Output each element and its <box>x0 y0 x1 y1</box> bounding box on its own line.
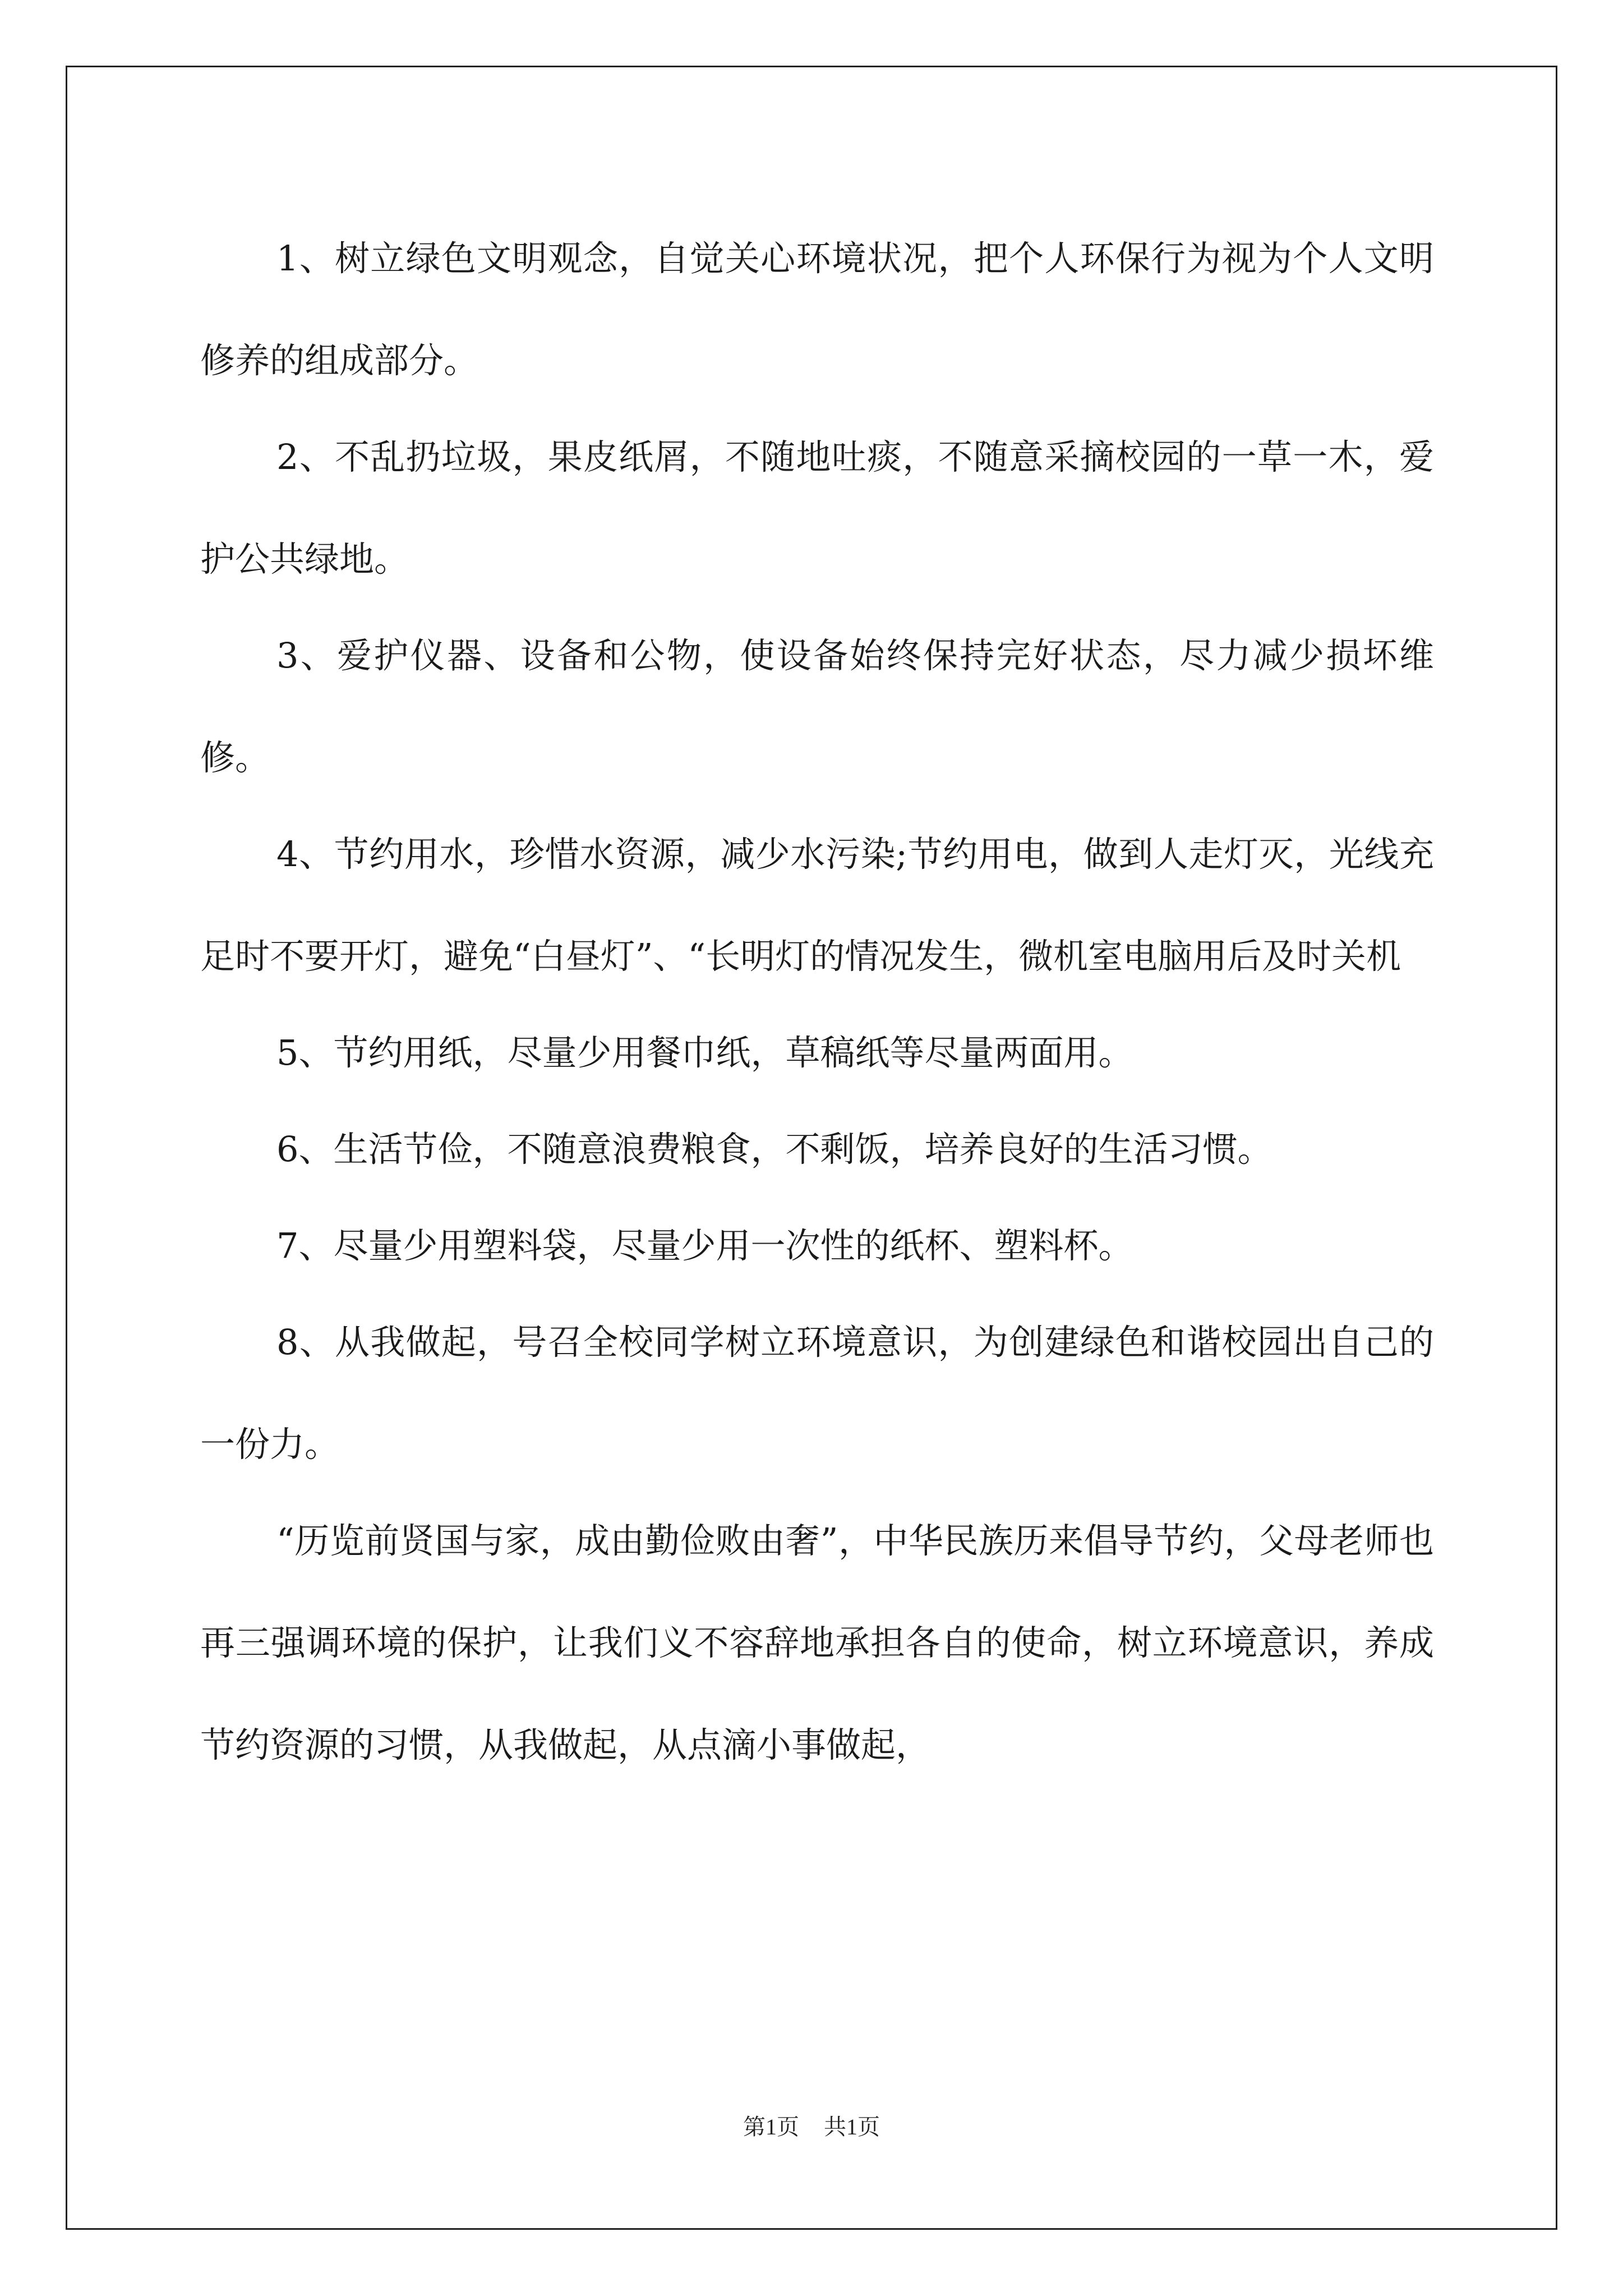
page-total: 共1页 <box>824 2114 880 2139</box>
paragraph-item-1: 1、树立绿色文明观念，自觉关心环境状况，把个人环保行为视为个人文明修养的组成部分。 <box>200 238 1434 381</box>
paragraph-item-2: 2、不乱扔垃圾，果皮纸屑，不随地吐痰，不随意采摘校园的一草一木，爱护公共绿地。 <box>200 436 1434 579</box>
paragraph-closing: “历览前贤国与家，成由勤俭败由奢”，中华民族历来倡导节约，父母老师也再三强调环境的保护，让我们义不容辞地承担各自的使命，树立环境意识，养成节约资源的习惯，从我做起，从点滴小事做起， <box>200 1520 1434 1765</box>
paragraph-item-5: 5、节约用纸，尽量少用餐巾纸，草稿纸等尽量两面用。 <box>276 1032 1133 1073</box>
paragraph-item-3: 3、爱护仪器、设备和公物，使设备始终保持完好状态，尽力减少损坏维修。 <box>200 635 1434 778</box>
paragraph-item-6: 6、生活节俭，不随意浪费粮食，不剩饭，培养良好的生活习惯。 <box>276 1129 1272 1170</box>
page-number: 第1页 <box>743 2114 799 2139</box>
paragraph-item-8: 8、从我做起，号召全校同学树立环境意识，为创建绿色和谐校园出自己的一份力。 <box>200 1322 1434 1465</box>
document-body <box>200 208 1434 1791</box>
paragraph-item-4: 4、节约用水，珍惜水资源，减少水污染;节约用电，做到人走灯灭，光线充足时不要开灯，避免“白昼灯”、“长明灯的情况发生，微机室电脑用后及时关机 <box>200 834 1434 977</box>
page-footer <box>0 2109 1623 2141</box>
paragraph-item-7: 7、尽量少用塑料袋，尽量少用一次性的纸杯、塑料杯。 <box>276 1225 1133 1266</box>
